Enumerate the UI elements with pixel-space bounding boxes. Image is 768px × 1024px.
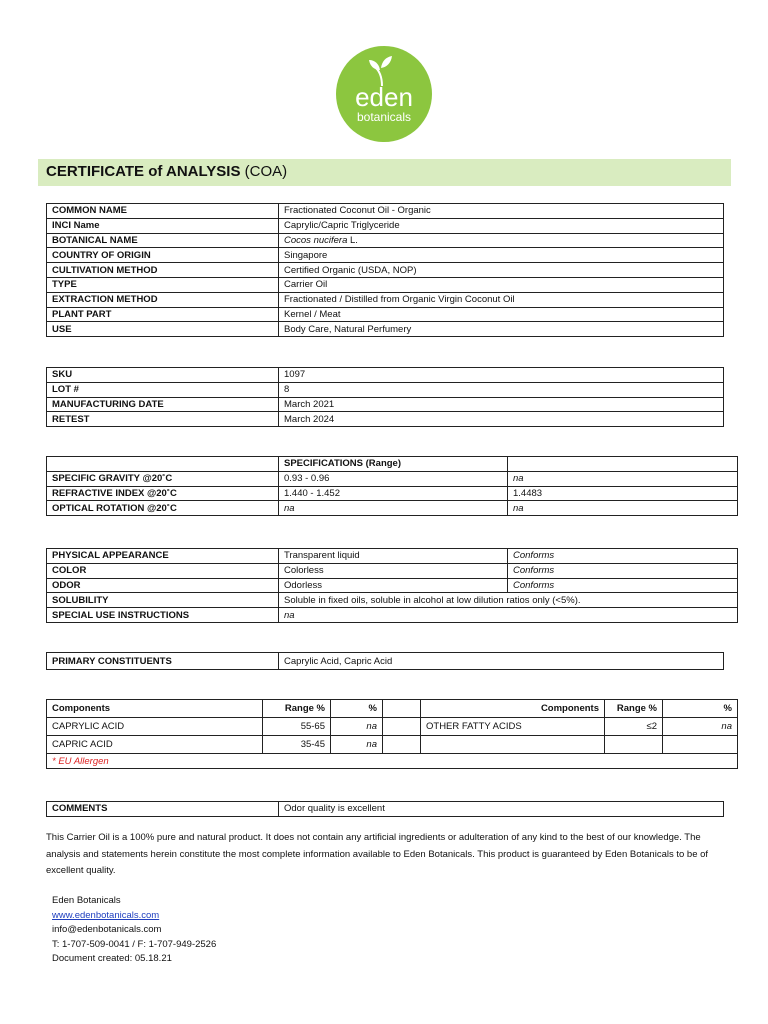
table-row: PHYSICAL APPEARANCE Transparent liquid Conforms	[47, 549, 738, 564]
table-row: SPECIAL USE INSTRUCTIONS na	[47, 608, 738, 623]
table-row: INCI Name Caprylic/Capric Triglyceride	[47, 218, 724, 233]
primary-constituents-table	[46, 652, 724, 670]
contact-footer	[52, 894, 216, 967]
table-row: OPTICAL ROTATION @20˚C na na	[47, 501, 738, 516]
eden-botanicals-logo	[336, 46, 432, 142]
table-header-row: SPECIFICATIONS (Range)	[47, 457, 738, 472]
leaf-sprout-icon	[336, 46, 432, 142]
table-row: SPECIFIC GRAVITY @20˚C 0.93 - 0.96 na	[47, 471, 738, 486]
lot-info-table	[46, 367, 724, 427]
email-address: info@edenbotanicals.com	[52, 924, 162, 935]
table-row: MANUFACTURING DATE March 2021	[47, 397, 724, 412]
logo-text-botanicals: botanicals	[356, 110, 412, 124]
table-row: SKU 1097	[47, 368, 724, 383]
table-row: TYPE Carrier Oil	[47, 277, 724, 292]
website-link[interactable]: www.edenbotanicals.com	[52, 909, 160, 921]
table-row: RETEST March 2024	[47, 412, 724, 427]
product-info-table	[46, 203, 724, 337]
table-row: REFRACTIVE INDEX @20˚C 1.440 - 1.452 1.4483	[47, 486, 738, 501]
components-table	[46, 699, 738, 769]
table-row: ODOR Odorless Conforms	[47, 578, 738, 593]
table-header-row: Components Range % % Components Range % %	[47, 700, 738, 718]
table-row: COUNTRY OF ORIGIN Singapore	[47, 248, 724, 263]
table-row: CAPRYLIC ACID 55-65 na OTHER FATTY ACIDS ≤2 na	[47, 718, 738, 736]
table-row: COMMON NAME Fractionated Coconut Oil - Organic	[47, 204, 724, 219]
title-banner	[38, 159, 731, 186]
allergen-note: * EU Allergen	[47, 754, 738, 769]
quality-statement: This Carrier Oil is a 100% pure and natural product. It does not contain any artificial ingredients or adulteration of any kind to the best of our knowledge. The analysis and statements herein constitute the most complete information available to Eden Botanicals. This product is guaranteed by Eden Botanicals to be of excellent quality.	[46, 832, 709, 876]
table-row: EXTRACTION METHOD Fractionated / Distilled from Organic Virgin Coconut Oil	[47, 292, 724, 307]
table-row: BOTANICAL NAME Cocos nucifera L.	[47, 233, 724, 248]
company-name: Eden Botanicals	[52, 895, 121, 906]
allergen-note-row	[47, 754, 738, 769]
logo-text-eden: eden	[355, 82, 413, 112]
document-created-date: Document created: 05.18.21	[52, 953, 172, 964]
table-row: PRIMARY CONSTITUENTS Caprylic Acid, Capric Acid	[47, 653, 724, 670]
table-row: CULTIVATION METHOD Certified Organic (USDA, NOP)	[47, 263, 724, 278]
comments-table	[46, 801, 724, 817]
table-row: PLANT PART Kernel / Meat	[47, 307, 724, 322]
table-row: COLOR Colorless Conforms	[47, 563, 738, 578]
table-row: CAPRIC ACID 35-45 na	[47, 736, 738, 754]
table-row: SOLUBILITY Soluble in fixed oils, soluble in alcohol at low dilution ratios only (<5%).	[47, 593, 738, 608]
table-row: USE Body Care, Natural Perfumery	[47, 322, 724, 337]
specifications-table	[46, 456, 738, 516]
table-row: COMMENTS Odor quality is excellent	[47, 802, 724, 817]
page-title: CERTIFICATE of ANALYSIS (COA)	[46, 163, 288, 180]
table-row: LOT # 8	[47, 382, 724, 397]
physical-properties-table	[46, 548, 738, 623]
phone-numbers: T: 1-707-509-0041 / F: 1-707-949-2526	[52, 938, 217, 950]
